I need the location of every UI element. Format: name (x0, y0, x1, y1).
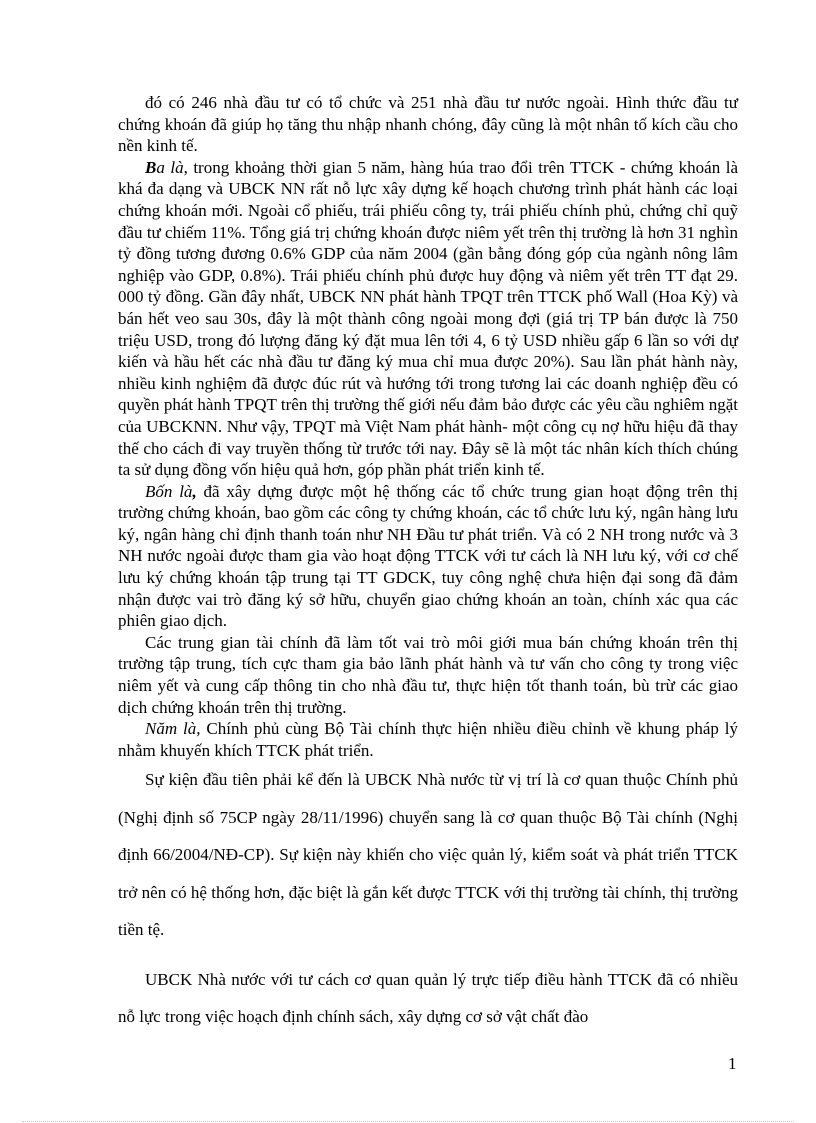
paragraph-ssc-efforts: UBCK Nhà nước với tư cách cơ quan quản lý trực tiếp điều hành TTCK đã có nhiều nỗ lực trong việc hoạch định chính sách, xây dựng cơ sở vật chất đào (118, 969, 738, 1027)
third-point-lead-initial: B (145, 157, 157, 177)
paragraph-fifth-point (118, 718, 738, 761)
page-edge-divider (22, 1121, 794, 1122)
third-point-text: , trong khoảng thời gian 5 năm, hàng húa trao đổi trên TTCK - chứng khoán là khá đa dạng và UBCK NN rất nỗ lực xây dựng kế hoạch chương trình phát hành các loại chứng khoán mới. Ngoài cổ phiếu, trái phiếu công ty, trái phiếu chính phủ, chứng chỉ quỹ đầu tư chiếm 11%. Tổng giá trị chứng khoán được niêm yết trên thị trường là hơn 31 nghìn tỷ đồng tương đương 0.6% GDP của năm 2004 (gần bằng đóng góp của ngành nông lâm nghiệp vào GDP, 0.8%). Trái phiếu chính phủ được huy động và niêm yết trên TT đạt 29. 000 tỷ đồng. Gần đây nhất, UBCK NN phát hành TPQT trên TTCK phố Wall (Hoa Kỳ) và bán hết veo sau 30s, đây là một thành công ngoài mong đợi (giá trị TP bán được là 750 triệu USD, trong đó lượng đăng ký đặt mua lên tới 4, 6 tỷ USD nhiều gấp 6 lần so với dự kiến và hầu hết các nhà đầu tư đăng ký mua chỉ mua được 20%). Sau lần phát hành này, nhiều kinh nghiệm đã được đúc rút và hướng tới trong tương lai các doanh nghiệp đều có quyền phát hành TPQT trên thị trường thế giới nếu đảm bảo được các yêu cầu nghiêm ngặt của UBCKNN. Như vậy, TPQT mà Việt Nam phát hành- một công cụ nợ hữu hiệu đã thay thế cho cách đi vay truyền thống từ trước tới nay. Đây sẽ là một tác nhân kích thích chúng ta sử dụng đồng vốn hiệu quả hơn, góp phần phát triển kinh tế. (118, 157, 738, 480)
paragraph-third-point (118, 157, 738, 481)
document-body (118, 92, 738, 1036)
paragraph-first-event: Sự kiện đầu tiên phải kể đến là UBCK Nhà nước từ vị trí là cơ quan thuộc Chính phủ (Nghị định số 75CP ngày 28/11/1996) chuyển sang là cơ quan thuộc Bộ Tài chính (Nghị định 66/2004/NĐ-CP). Sự kiện này khiến cho việc quản lý, kiểm soát và phát triển TTCK trở nên có hệ thống hơn, đặc biệt là gắn kết được TTCK với thị trường tài chính, thị trường tiền tệ. (118, 770, 738, 940)
fourth-point-text: đã xây dựng được một hệ thống các tổ chức trung gian hoạt động trên thị trường chứng khoán, bao gồm các công ty chứng khoán, các tổ chức lưu ký, ngân hàng lưu ký, ngân hàng chỉ định thanh toán như NH Đầu tư phát triển. Và có 2 NH trong nước và 3 NH nước ngoài được tham gia vào hoạt động TTCK với tư cách là NH lưu ký, với cơ chế lưu ký chứng khoán tập trung tại TT GDCK, tuy công nghệ chưa hiện đại song đã đảm nhận được vai trò đăng ký sở hữu, chuyển giao chứng khoán an toàn, chính xác qua các phiên giao dịch. (118, 481, 739, 631)
paragraph-intermediaries: Các trung gian tài chính đã làm tốt vai trò môi giới mua bán chứng khoán trên thị trường tập trung, tích cực tham gia bảo lãnh phát hành và tư vấn cho công ty trong việc niêm yết và cung cấp thông tin cho nhà đầu tư, thực hiện tốt thanh toán, bù trừ các giao dịch chứng khoán trên thị trường. (118, 632, 738, 717)
fifth-point-text: Chính phủ cùng Bộ Tài chính thực hiện nhiều điều chỉnh về khung pháp lý nhằm khuyến khích TTCK phát triển. (118, 719, 738, 760)
paragraph-investors: đó có 246 nhà đầu tư có tổ chức và 251 nhà đầu tư nước ngoài. Hình thức đầu tư chứng khoán đã giúp họ tăng thu nhập nhanh chóng, đây cũng là một nhân tố kích cầu cho nền kinh tế. (118, 93, 738, 156)
third-point-lead: a là (156, 157, 184, 177)
fourth-point-lead-comma: , (192, 481, 197, 501)
page-number: 1 (728, 1054, 737, 1073)
fourth-point-lead: Bốn là (145, 481, 193, 501)
paragraph-fourth-point (118, 481, 738, 632)
fifth-point-lead: Năm là, (145, 719, 201, 739)
